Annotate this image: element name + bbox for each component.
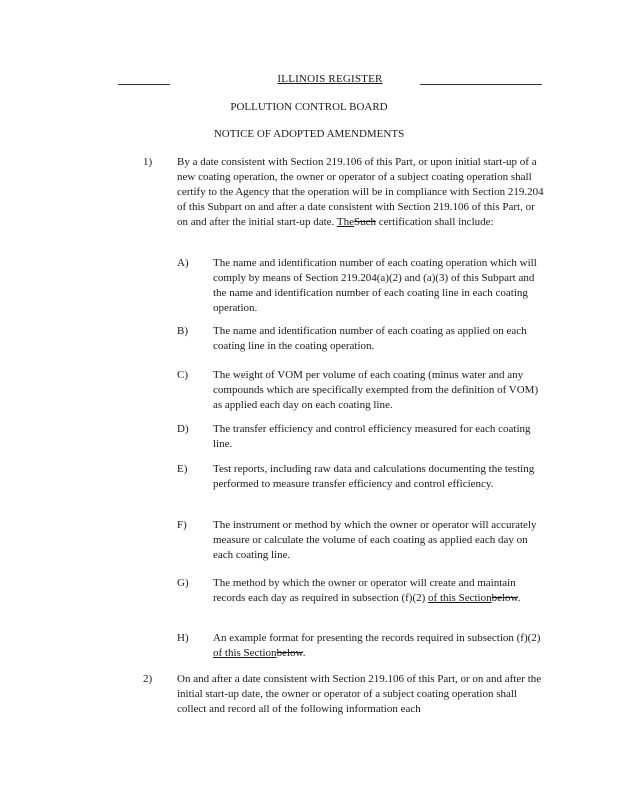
- subitem-text: The name and identification number of each coating operation which will comply by means of Section 219.204(a)(2) and (a)(3) of this Subpart and the name and identification number of each coating line in each coating operation.: [213, 257, 537, 314]
- subitem-text: The transfer efficiency and control efficiency measured for each coating line.: [213, 423, 531, 450]
- item-number: 1): [143, 156, 153, 168]
- board-name: POLLUTION CONTROL BOARD: [230, 101, 388, 113]
- register-title: ILLINOIS REGISTER: [277, 73, 383, 85]
- inserted-text: The: [336, 216, 354, 228]
- item-text: On and after a date consistent with Section 219.106 of this Part, or on and after the initial start-up date, the owner or operator of a subject coating operation shall collect and record all of the following information each: [177, 673, 542, 715]
- page-header: [118, 72, 542, 88]
- item-text: By a date consistent with Section 219.106 of this Part, or upon initial start-up of a new coating operation, the owner or operator of a subject coating operation shall certify to the Agency that the operation will be in compliance with Section 219.204 of this Subpart on and after a date consistent with Section 219.106 of this Part, or on and after the initial start-up date. TheSuch certification shall include:: [177, 156, 544, 228]
- subitem-letter: A): [177, 257, 189, 269]
- subitem-text: The name and identification number of each coating as applied on each coating line in the coating operation.: [213, 325, 527, 352]
- subitem-text: The instrument or method by which the owner or operator will accurately measure or calculate the volume of each coating as applied each day on each coating line.: [213, 519, 537, 561]
- subitem-letter: F): [177, 519, 187, 531]
- subitem-letter: G): [177, 577, 189, 589]
- subitem-letter: H): [177, 632, 189, 644]
- subitem-letter: C): [177, 369, 188, 381]
- subitem-letter: E): [177, 463, 188, 475]
- inserted-text: of this Section: [428, 592, 492, 604]
- subitem-text: An example format for presenting the records required in subsection (f)(2) of this Sectionbelow.: [213, 632, 541, 659]
- subitem-text: The weight of VOM per volume of each coating (minus water and any compounds which are specifically exempted from the definition of VOM) as applied each day on each coating line.: [213, 369, 539, 411]
- subitem-letter: B): [177, 325, 188, 337]
- inserted-text: of this Section: [213, 647, 277, 659]
- deleted-text: below: [491, 592, 518, 604]
- subitem-text: Test reports, including raw data and calculations documenting the testing performed to measure transfer efficiency and control efficiency.: [213, 463, 535, 490]
- deleted-text: Such: [353, 216, 376, 228]
- deleted-text: below: [276, 647, 303, 659]
- item-number: 2): [143, 673, 153, 685]
- subitem-text: The method by which the owner or operator will create and maintain records each day as required in subsection (f)(2) of this Sectionbelow.: [213, 577, 521, 604]
- notice-title: NOTICE OF ADOPTED AMENDMENTS: [213, 128, 405, 140]
- subitem-letter: D): [177, 423, 189, 435]
